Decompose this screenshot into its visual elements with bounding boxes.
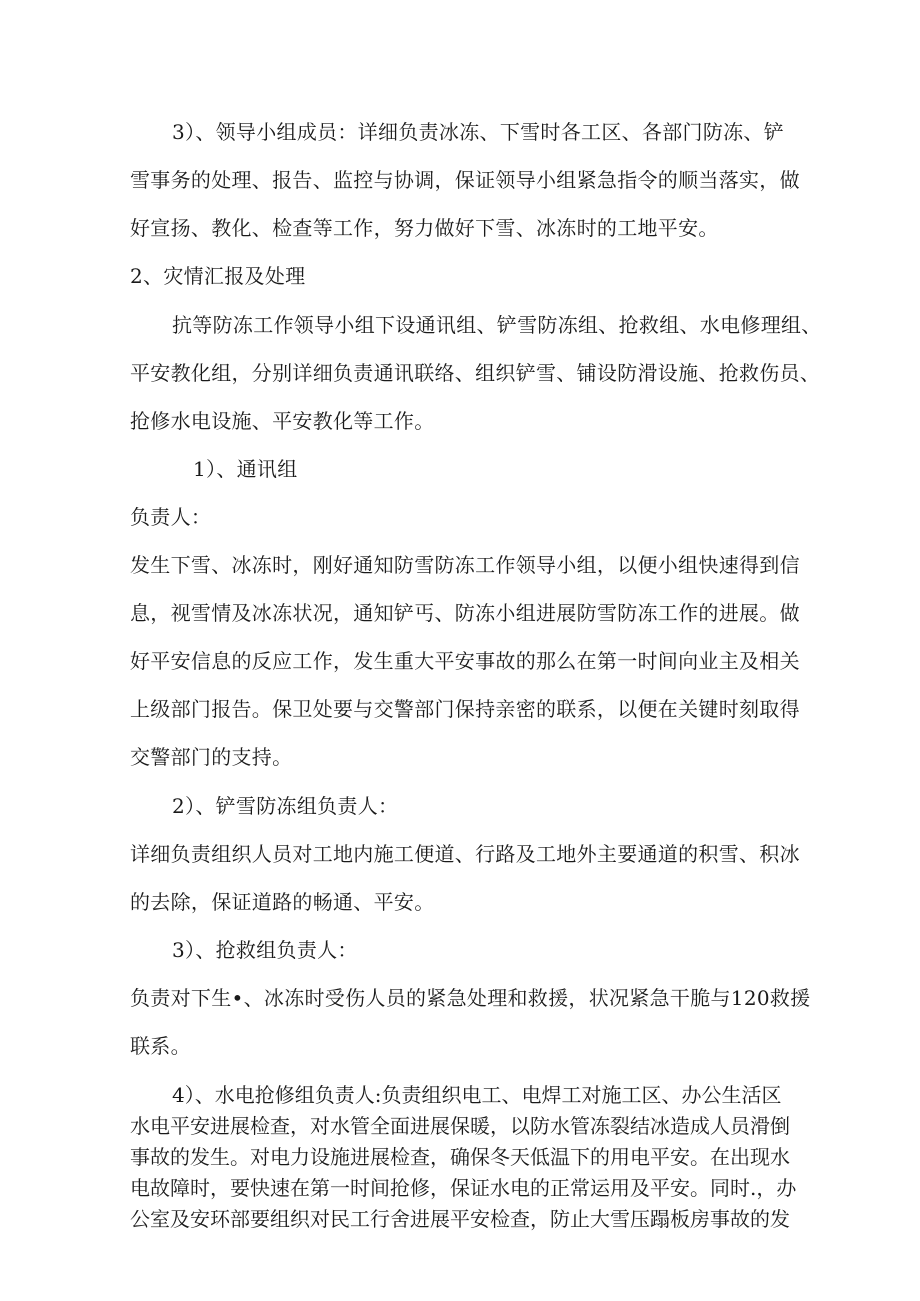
subheading-snow-removal-group: 2）、铲雪防冻组负责人：: [172, 794, 399, 818]
paragraph-repair-line-5: 公室及安环部要组织对民工行舍进展平安检查，防止大雪压蹋板房事故的发: [130, 1207, 790, 1231]
paragraph-rescue-line-1: 负责对下生•、冰冻时受伤人员的紧急处理和救援，状况紧急干脆与120救援: [130, 986, 811, 1010]
paragraph-groups-line-1: 抗等防冻工作领导小组下设通讯组、铲雪防冻组、抢救组、水电修理组、: [172, 313, 822, 337]
paragraph-snow-removal-line-2: 的去除，保证道路的畅通、平安。: [130, 890, 435, 914]
paragraph-communication-line-1: 发生下雪、冰冻时，刚好通知防雪防冻工作领导小组，以便小组快速得到信: [130, 553, 800, 577]
subheading-communication-group: 1）、通讯组: [193, 457, 298, 481]
paragraph-leader-members-line-3: 好宣扬、教化、检查等工作，努力做好下雪、冰冻时的工地平安。: [130, 216, 719, 240]
paragraph-snow-removal-line-1: 详细负责组织人员对工地内施工便道、行路及工地外主要通道的积雪、积冰: [130, 842, 800, 866]
paragraph-groups-line-3: 抢修水电设施、平安教化等工作。: [130, 409, 435, 433]
paragraph-communication-line-2: 息，视雪情及冰冻状况，通知铲丐、防冻小组进展防雪防冻工作的进展。做: [130, 601, 800, 625]
paragraph-rescue-line-2: 联系。: [130, 1034, 191, 1058]
paragraph-communication-line-5: 交警部门的支持。: [130, 745, 293, 769]
paragraph-communication-line-4: 上级部门报告。保卫处要与交警部门保持亲密的联系，以便在关键时刻取得: [130, 697, 800, 721]
subheading-rescue-group: 3）、抢救组负责人：: [172, 938, 358, 962]
paragraph-repair-line-1: 4）、水电抢修组负责人:负责组织电工、电焊工对施工区、办公生活区: [172, 1083, 782, 1107]
paragraph-communication-line-3: 好平安信息的反应工作，发生重大平安事故的那么在第一时间向业主及相关: [130, 649, 800, 673]
paragraph-leader-members-line-1: 3）、领导小组成员：详细负责冰冻、下雪时各工区、各部门防冻、铲: [172, 120, 785, 144]
paragraph-repair-line-2: 水电平安进展检查，对水管全面进展保暖，以防水管冻裂结冰造成人员滑倒: [130, 1114, 790, 1138]
section-heading-disaster-report: 2、灾情汇报及处理: [130, 264, 306, 288]
paragraph-leader-members-line-2: 雪事务的处理、报告、监控与协调，保证领导小组紧急指令的顺当落实，做: [130, 168, 800, 192]
paragraph-repair-line-3: 事故的发生。对电力设施进展检查，确保冬天低温下的用电平安。在出现水: [130, 1145, 790, 1169]
label-person-in-charge: 负责人：: [130, 505, 212, 529]
paragraph-repair-line-4: 电故障时，要快速在第一时间抢修，保证水电的正常运用及平安。同时.，办: [130, 1176, 797, 1200]
paragraph-groups-line-2: 平安教化组，分别详细负责通讯联络、组织铲雪、铺设防滑设施、抢救伤员、: [130, 361, 821, 385]
